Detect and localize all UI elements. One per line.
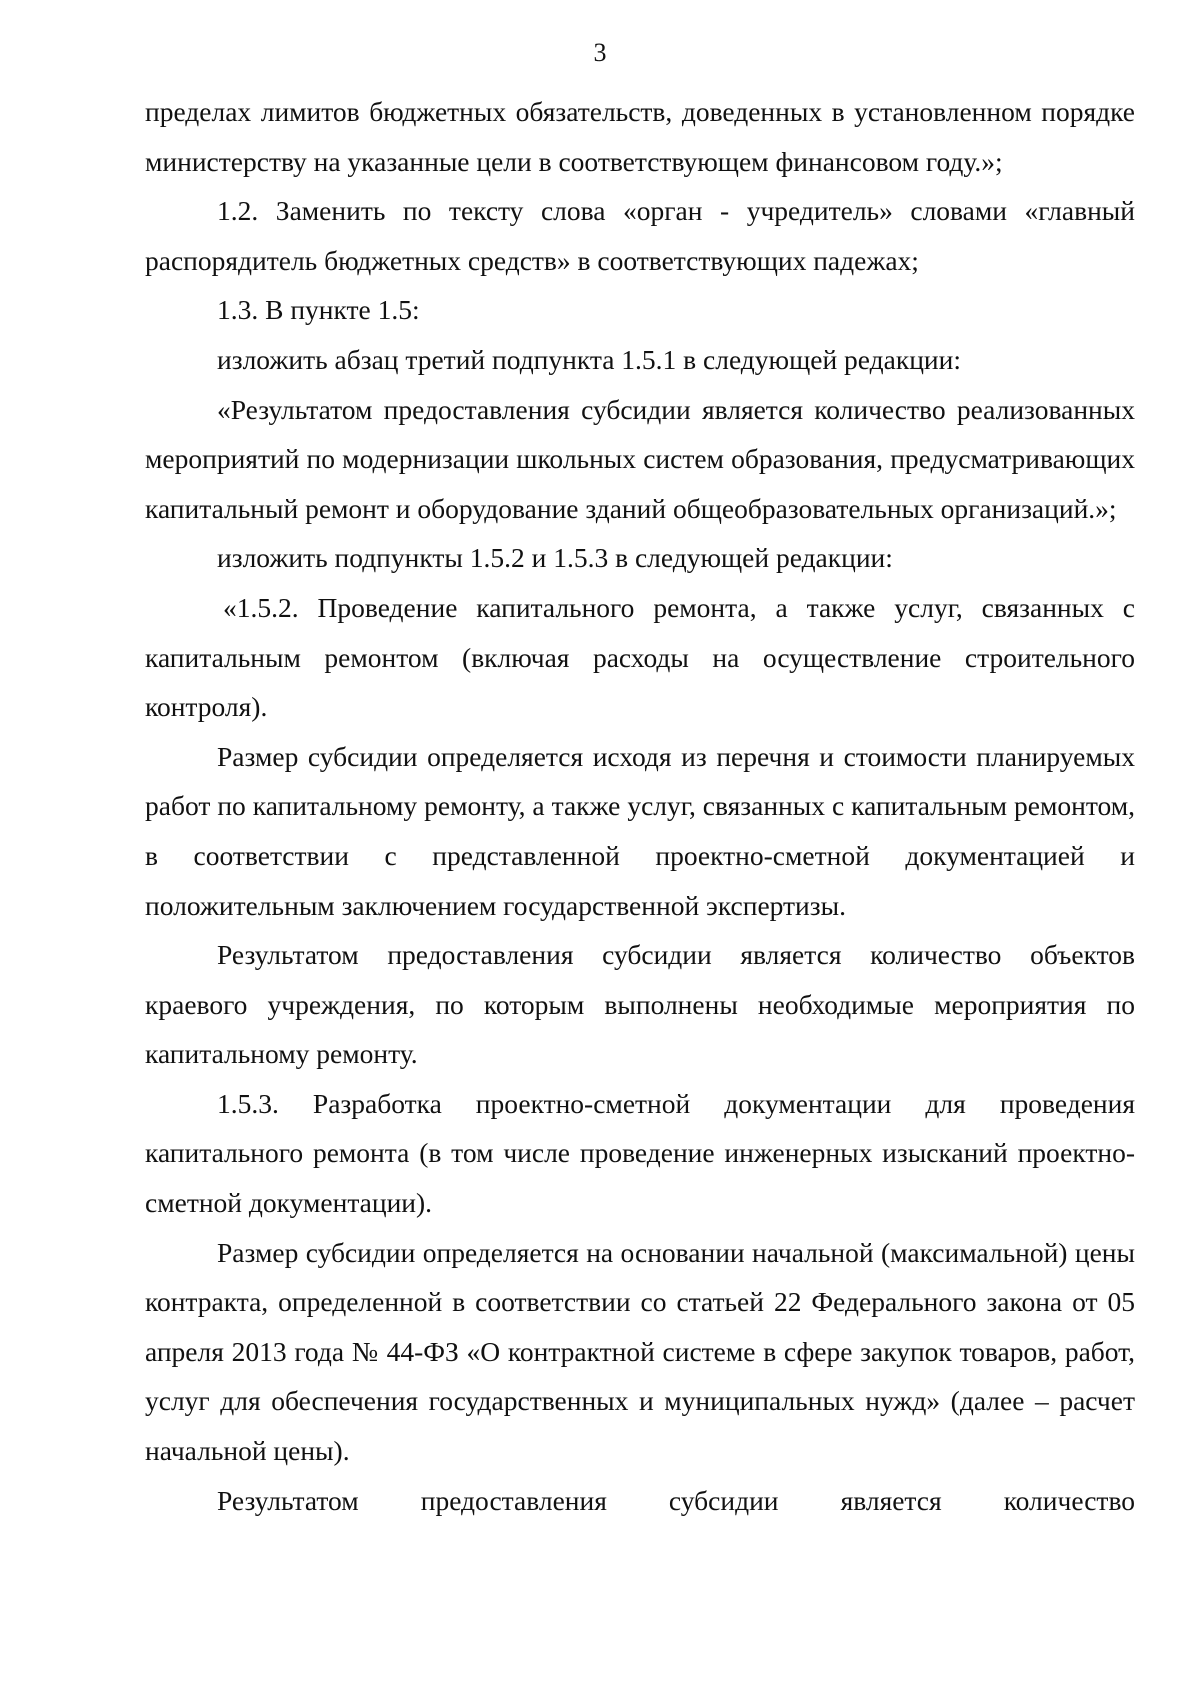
paragraph-subsidy-size-repair: Размер субсидии определяется исходя из перечня и стоимости планируемых работ по капитальному ремонту, а также услуг, связанных с капитальным ремонтом, в соответствии с представленной проектно-сметной документацией и положительным заключением государственной экспертизы.	[145, 740, 1135, 921]
paragraph-item-1-3: 1.3. В пункте 1.5:	[217, 294, 420, 326]
paragraph-budget-limits: пределах лимитов бюджетных обязательств, доведенных в установленном порядке министерству на указанные цели в соответствующем финансовом году.»;	[145, 96, 1135, 177]
paragraph-subsidy-size-contract: Размер субсидии определяется на основании начальной (максимальной) цены контракта, определенной в соответствии со статьей 22 Федерального закона от 05 апреля 2013 года № 44-ФЗ «О контрактной системе в сфере закупок товаров, работ, услуг для обеспечения государственных и муниципальных нужд» (далее – расчет начальной цены).	[145, 1236, 1135, 1467]
paragraph-result-modernization: «Результатом предоставления субсидии является количество реализованных мероприятий по модернизации школьных систем образования, предусматривающих капитальный ремонт и оборудование зданий общеобразовательных организаций.»;	[145, 393, 1135, 524]
document-body	[145, 87, 1135, 1525]
paragraph-item-1-5-3: 1.5.3. Разработка проектно-сметной документации для проведения капитального ремонта (в том числе проведение инженерных изысканий проектно-сметной документации).	[145, 1087, 1135, 1219]
paragraph-amend-1-5-2-1-5-3: изложить подпункты 1.5.2 и 1.5.3 в следующей редакции:	[217, 542, 893, 574]
paragraph-item-1-5-2: «1.5.2. Проведение капитального ремонта, а также услуг, связанных с капитальным ремонтом (включая расходы на осуществление строительного контроля).	[145, 591, 1135, 723]
paragraph-result-continued: Результатом предоставления субсидии является количество	[217, 1484, 1135, 1516]
paragraph-result-objects: Результатом предоставления субсидии является количество объектов краевого учреждения, по которым выполнены необходимые мероприятия по капитальному ремонту.	[145, 939, 1135, 1070]
page-number: 3	[593, 38, 607, 67]
paragraph-amend-1-5-1: изложить абзац третий подпункта 1.5.1 в следующей редакции:	[217, 343, 962, 375]
paragraph-item-1-2: 1.2. Заменить по тексту слова «орган - учредитель» словами «главный распорядитель бюджетных средств» в соответствующих падежах;	[145, 195, 1135, 276]
